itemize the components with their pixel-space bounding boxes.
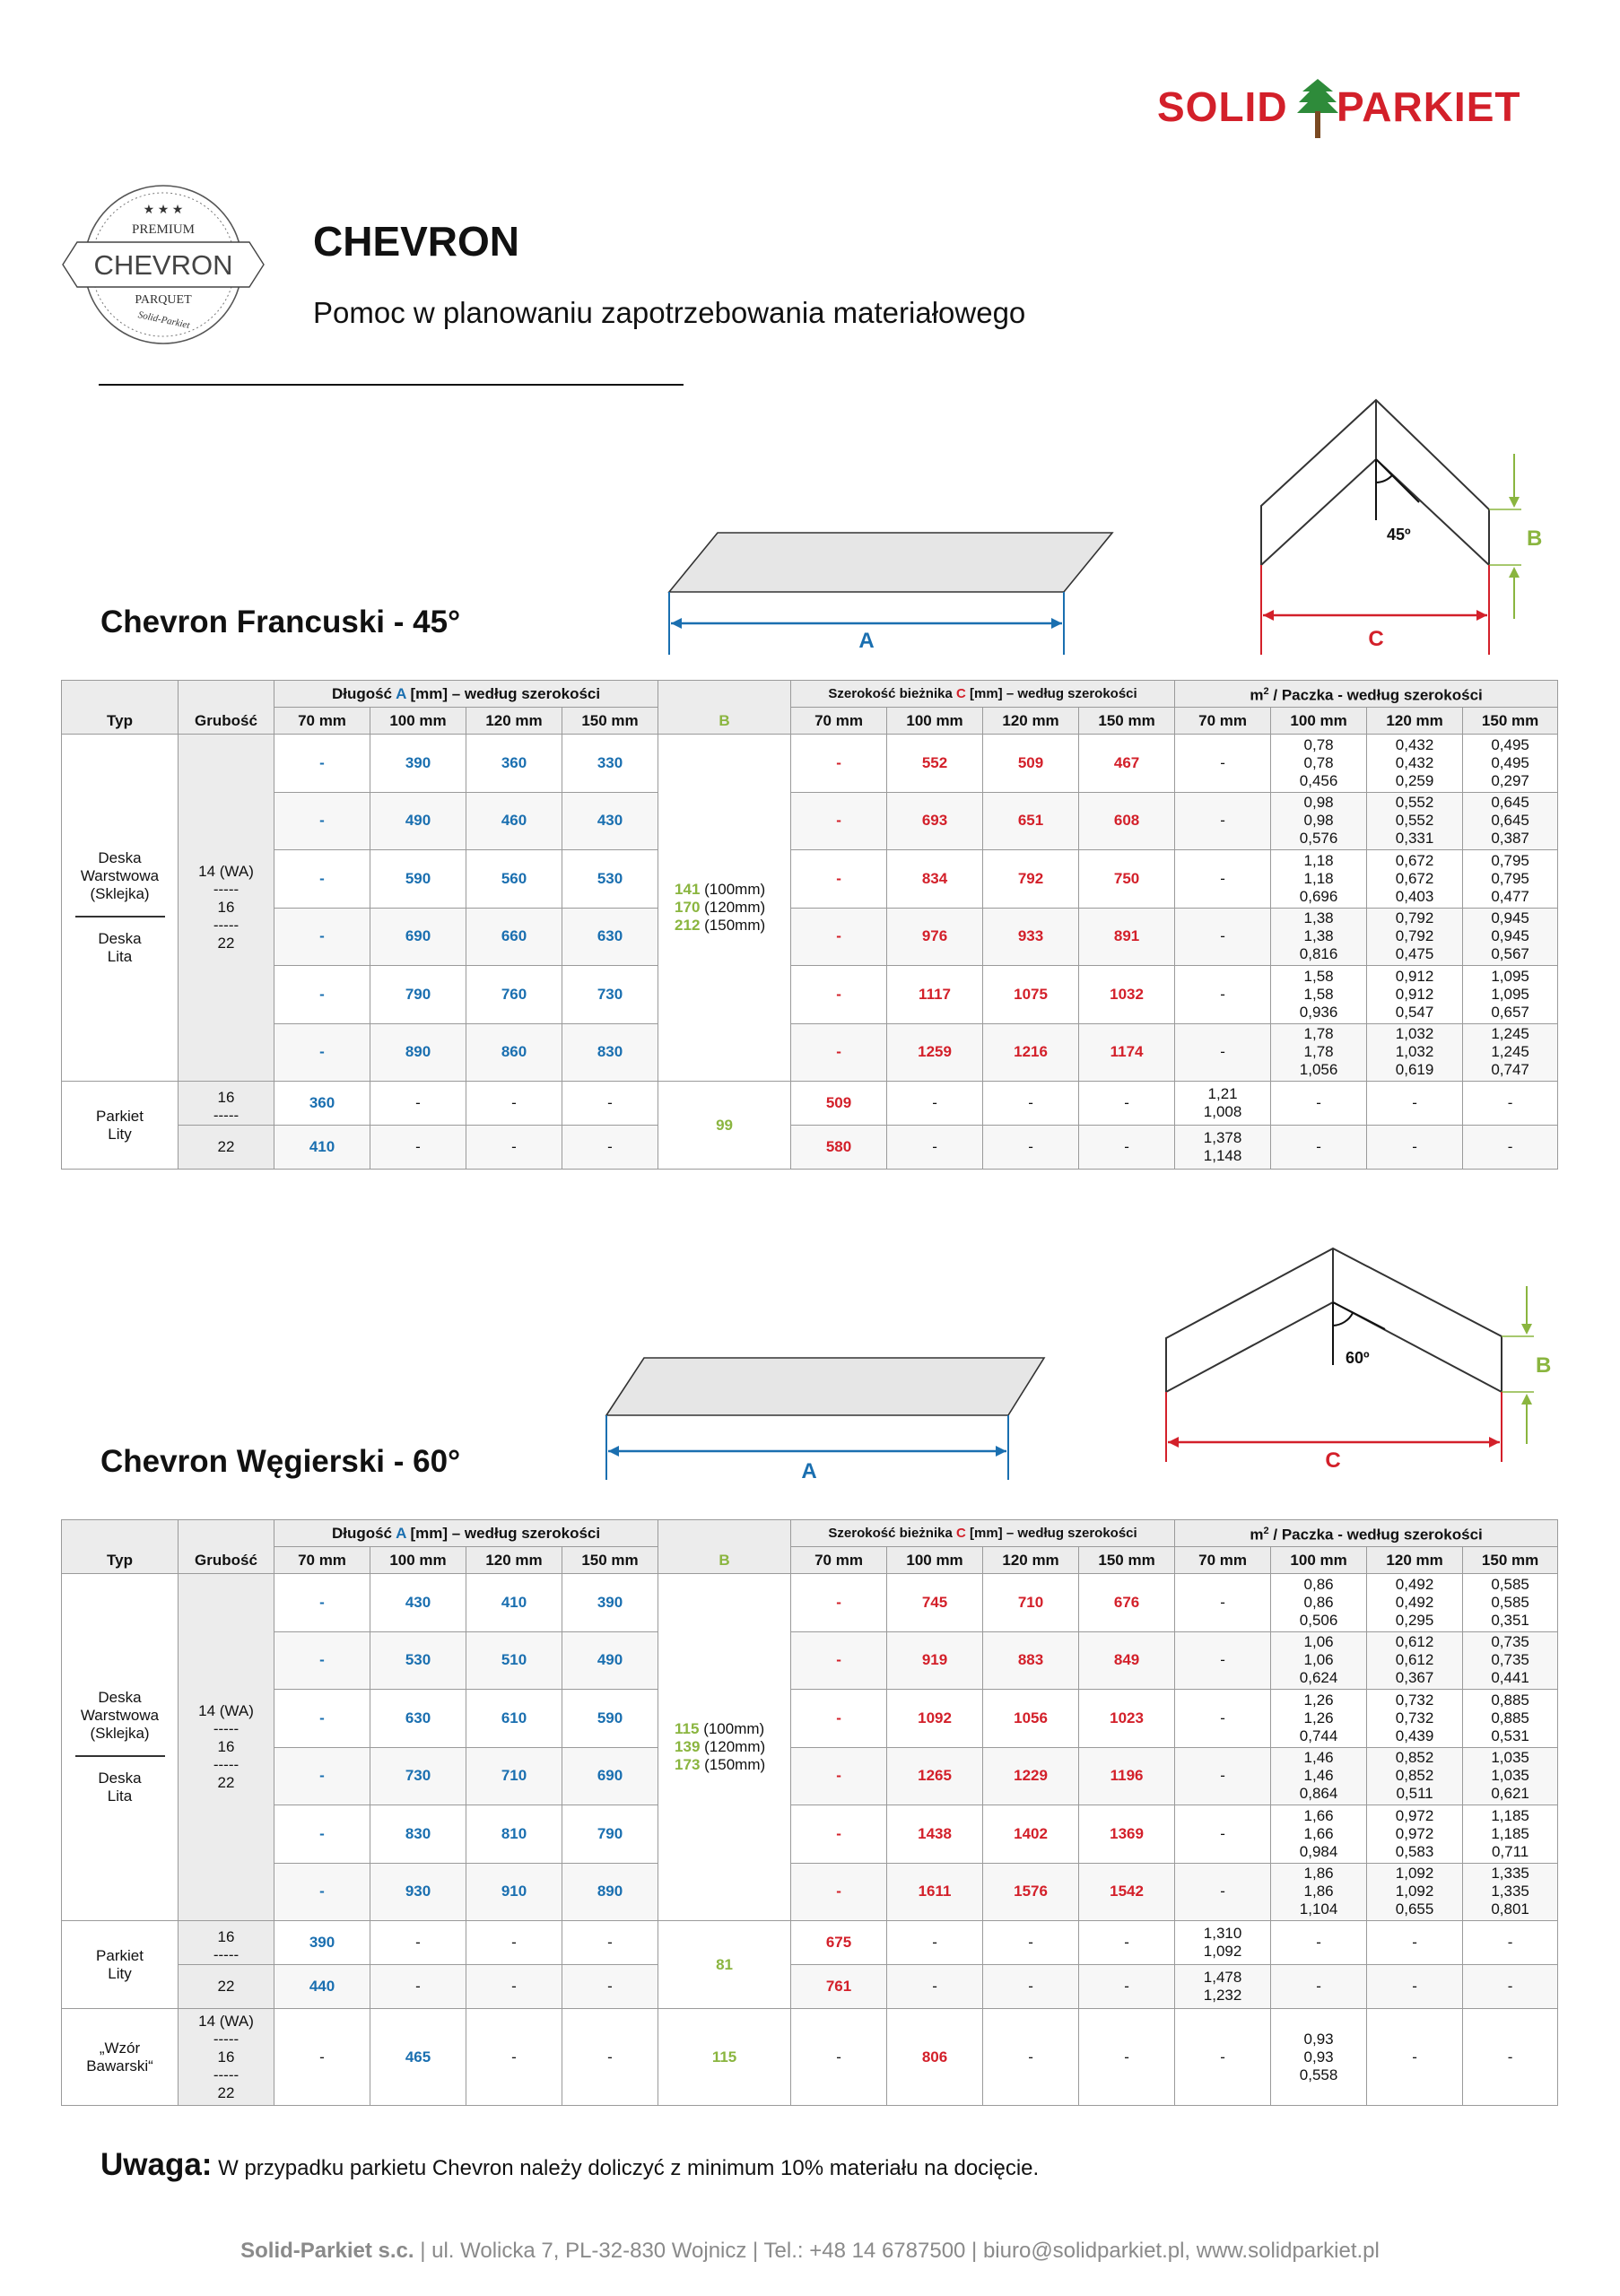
m2-cell: - bbox=[1175, 1023, 1271, 1082]
m2-cell: 0,585 0,585 0,351 bbox=[1463, 1574, 1558, 1632]
B-parkiet-cell: 99 bbox=[658, 1082, 791, 1170]
length-A-cell: - bbox=[274, 1023, 370, 1082]
width-C-cell: - bbox=[1079, 1965, 1175, 2009]
m2-cell: 1,21 1,008 bbox=[1175, 1082, 1271, 1126]
B-values-cell bbox=[658, 1574, 791, 1921]
width-C-cell: 1174 bbox=[1079, 1023, 1175, 1082]
m2-cell: 1,38 1,38 0,816 bbox=[1271, 908, 1367, 966]
section-title-francuski: Chevron Francuski - 45° bbox=[100, 604, 461, 639]
length-A-cell: - bbox=[466, 1965, 562, 2009]
length-A-cell: - bbox=[370, 1965, 466, 2009]
length-A-cell: - bbox=[274, 1574, 370, 1632]
table-row bbox=[62, 1126, 1558, 1170]
m2-cell: 1,478 1,232 bbox=[1175, 1965, 1271, 2009]
length-A-cell: 360 bbox=[466, 735, 562, 793]
m2-cell: - bbox=[1175, 792, 1271, 850]
B-bawarski-cell: 115 bbox=[658, 2009, 791, 2106]
length-A-cell: 560 bbox=[466, 850, 562, 909]
typ-divider bbox=[75, 1755, 165, 1757]
seal-parquet: PARQUET bbox=[135, 293, 192, 307]
m2-cell: 0,972 0,972 0,583 bbox=[1367, 1805, 1463, 1864]
header-m2: $m^2$ / Paczka - według szerokości bbox=[1175, 681, 1558, 708]
length-A-cell: 430 bbox=[562, 792, 658, 850]
table-row bbox=[62, 1082, 1558, 1126]
m2-cell: 1,310 1,092 bbox=[1175, 1921, 1271, 1965]
m2-cell: 1,035 1,035 0,621 bbox=[1463, 1747, 1558, 1805]
m2-cell: - bbox=[1271, 1082, 1367, 1126]
width-C-cell: 710 bbox=[983, 1574, 1079, 1632]
angle-45-label: 45º bbox=[1387, 526, 1411, 544]
length-A-cell: - bbox=[562, 1965, 658, 2009]
header-dlugosc: Długość A [mm] – według szerokości bbox=[274, 681, 658, 708]
width-C-cell: - bbox=[791, 1631, 887, 1690]
header-szerokosc: Szerokość bieżnika C [mm] – według szerokości bbox=[791, 681, 1175, 708]
m2-cell: 0,885 0,885 0,531 bbox=[1463, 1690, 1558, 1748]
label-B: B bbox=[1527, 526, 1543, 551]
page-subtitle: Pomoc w planowaniu zapotrzebowania materiałowego bbox=[313, 296, 1026, 329]
table-row bbox=[62, 1805, 1558, 1864]
length-A-cell: - bbox=[370, 1921, 466, 1965]
m2-cell: 0,945 0,945 0,567 bbox=[1463, 908, 1558, 966]
typ-parkiet-cell: Parkiet Lity bbox=[62, 1921, 179, 2009]
width-C-cell: 1369 bbox=[1079, 1805, 1175, 1864]
spec-table-francuski bbox=[61, 680, 1558, 1170]
width-C-cell: 1576 bbox=[983, 1863, 1079, 1921]
length-A-cell: 860 bbox=[466, 1023, 562, 1082]
m2-cell: 1,335 1,335 0,801 bbox=[1463, 1863, 1558, 1921]
m2-cell: 1,092 1,092 0,655 bbox=[1367, 1863, 1463, 1921]
width-C-cell: - bbox=[983, 1965, 1079, 2009]
m2-cell: - bbox=[1271, 1965, 1367, 2009]
length-A-cell: 760 bbox=[466, 966, 562, 1024]
width-C-cell: - bbox=[791, 1747, 887, 1805]
m2-cell: 0,735 0,735 0,441 bbox=[1463, 1631, 1558, 1690]
length-A-cell: 890 bbox=[370, 1023, 466, 1082]
length-A-cell: - bbox=[466, 2009, 562, 2106]
width-C-cell: - bbox=[791, 966, 887, 1024]
note bbox=[100, 2147, 1039, 2183]
width-C-cell: - bbox=[983, 2009, 1079, 2106]
width-C-cell: - bbox=[983, 1126, 1079, 1170]
width-C-cell: 761 bbox=[791, 1965, 887, 2009]
m2-cell: - bbox=[1367, 1921, 1463, 1965]
B-width: (100mm) bbox=[699, 1720, 765, 1737]
length-A-cell: - bbox=[274, 1631, 370, 1690]
label-A: A bbox=[858, 629, 875, 653]
table-row bbox=[62, 966, 1558, 1024]
length-A-cell: 390 bbox=[370, 735, 466, 793]
length-A-cell: 390 bbox=[562, 1574, 658, 1632]
m2-cell: 0,93 0,93 0,558 bbox=[1271, 2009, 1367, 2106]
B-value: 170 bbox=[675, 899, 701, 916]
length-A-cell: 410 bbox=[466, 1574, 562, 1632]
length-A-cell: 530 bbox=[370, 1631, 466, 1690]
length-A-cell: 910 bbox=[466, 1863, 562, 1921]
length-A-cell: 490 bbox=[562, 1631, 658, 1690]
m2-cell: - bbox=[1175, 908, 1271, 966]
length-A-cell: 490 bbox=[370, 792, 466, 850]
length-A-cell: 390 bbox=[274, 1921, 370, 1965]
m2-cell: - bbox=[1463, 2009, 1558, 2106]
svg-text:★ ★ ★: ★ ★ ★ bbox=[143, 204, 184, 217]
m2-cell: - bbox=[1175, 1747, 1271, 1805]
length-A-cell: - bbox=[370, 1126, 466, 1170]
m2-cell: 1,86 1,86 1,104 bbox=[1271, 1863, 1367, 1921]
svg-text:A: A bbox=[801, 1459, 817, 1483]
m2-cell: 0,852 0,852 0,511 bbox=[1367, 1747, 1463, 1805]
length-A-cell: 730 bbox=[370, 1747, 466, 1805]
brand-name-right: PARKIET bbox=[1337, 83, 1521, 130]
B-value: 173 bbox=[675, 1756, 701, 1773]
width-C-cell: - bbox=[887, 1126, 983, 1170]
length-A-cell: - bbox=[466, 1126, 562, 1170]
m2-cell: - bbox=[1175, 1863, 1271, 1921]
length-A-cell: 890 bbox=[562, 1863, 658, 1921]
angle-60-label: 60º bbox=[1346, 1349, 1370, 1367]
width-C-cell: - bbox=[1079, 2009, 1175, 2106]
width-C-cell: 1023 bbox=[1079, 1690, 1175, 1748]
length-A-cell: - bbox=[274, 966, 370, 1024]
note-label: Uwaga: bbox=[100, 2147, 213, 2182]
typ-divider bbox=[75, 916, 165, 918]
width-C-cell: - bbox=[791, 1690, 887, 1748]
width-C-cell: 1259 bbox=[887, 1023, 983, 1082]
length-A-cell: 790 bbox=[562, 1805, 658, 1864]
m2-cell: - bbox=[1175, 850, 1271, 909]
width-C-cell: 675 bbox=[791, 1921, 887, 1965]
length-A-cell: - bbox=[274, 1690, 370, 1748]
width-C-cell: 676 bbox=[1079, 1574, 1175, 1632]
length-A-cell: 690 bbox=[370, 908, 466, 966]
note-text: W przypadku parkietu Chevron należy doliczyć z minimum 10% materiału na docięcie. bbox=[218, 2156, 1040, 2180]
grubosc-cell: 22 bbox=[179, 1965, 274, 2009]
width-C-cell: 1117 bbox=[887, 966, 983, 1024]
length-A-cell: - bbox=[562, 1082, 658, 1126]
length-A-cell: 530 bbox=[562, 850, 658, 909]
m2-cell: - bbox=[1175, 1805, 1271, 1864]
seal-premium: PREMIUM bbox=[131, 222, 196, 237]
m2-cell: 1,245 1,245 0,747 bbox=[1463, 1023, 1558, 1082]
length-A-cell: 710 bbox=[466, 1747, 562, 1805]
width-C-cell: 792 bbox=[983, 850, 1079, 909]
chevron-diagram-60 bbox=[1163, 1243, 1557, 1473]
width-C-cell: 693 bbox=[887, 792, 983, 850]
typ-parkiet-cell: Parkiet Lity bbox=[62, 1082, 179, 1170]
width-C-cell: 919 bbox=[887, 1631, 983, 1690]
width-C-cell: - bbox=[791, 850, 887, 909]
grubosc-cell: 14 (WA) ----- 16 ----- 22 bbox=[179, 2009, 274, 2106]
length-A-cell: 590 bbox=[370, 850, 466, 909]
seal-name: CHEVRON bbox=[93, 249, 233, 281]
m2-cell: 1,26 1,26 0,744 bbox=[1271, 1690, 1367, 1748]
label-C: C bbox=[1368, 627, 1384, 651]
length-A-cell: 810 bbox=[466, 1805, 562, 1864]
B-width: (150mm) bbox=[700, 1756, 766, 1773]
length-A-cell: 440 bbox=[274, 1965, 370, 2009]
width-C-cell: 1216 bbox=[983, 1023, 1079, 1082]
length-A-cell: - bbox=[274, 2009, 370, 2106]
B-width: (150mm) bbox=[700, 917, 766, 934]
B-value: 141 bbox=[675, 881, 701, 898]
svg-text:B: B bbox=[1536, 1353, 1552, 1378]
section-title-wegierski: Chevron Węgierski - 60° bbox=[100, 1444, 461, 1479]
brand-logo bbox=[1157, 75, 1570, 138]
B-value: 115 bbox=[675, 1720, 700, 1737]
length-A-cell: 510 bbox=[466, 1631, 562, 1690]
width-C-cell: - bbox=[983, 1921, 1079, 1965]
title-divider bbox=[99, 384, 684, 386]
table-row bbox=[62, 1023, 1558, 1082]
length-A-cell: 590 bbox=[562, 1690, 658, 1748]
length-A-cell: 360 bbox=[274, 1082, 370, 1126]
width-C-cell: 883 bbox=[983, 1631, 1079, 1690]
m2-cell: 1,18 1,18 0,696 bbox=[1271, 850, 1367, 909]
m2-cell: 1,378 1,148 bbox=[1175, 1126, 1271, 1170]
header-typ: Typ bbox=[62, 681, 179, 735]
length-A-cell: 830 bbox=[370, 1805, 466, 1864]
table-row bbox=[62, 735, 1558, 793]
B-width: (120mm) bbox=[700, 1738, 766, 1755]
table-row bbox=[62, 1747, 1558, 1805]
length-A-cell: 630 bbox=[562, 908, 658, 966]
width-C-cell: - bbox=[791, 1023, 887, 1082]
m2-cell: 0,795 0,795 0,477 bbox=[1463, 850, 1558, 909]
width-C-cell: - bbox=[1079, 1126, 1175, 1170]
footer bbox=[0, 2239, 1620, 2264]
width-C-cell: - bbox=[791, 908, 887, 966]
header-grubosc: Grubość bbox=[179, 681, 274, 735]
width-C-cell: 933 bbox=[983, 908, 1079, 966]
length-A-cell: 410 bbox=[274, 1126, 370, 1170]
typ-lita: Deska Lita bbox=[98, 930, 142, 965]
length-A-cell: 465 bbox=[370, 2009, 466, 2106]
width-C-cell: - bbox=[791, 1805, 887, 1864]
length-A-cell: 330 bbox=[562, 735, 658, 793]
m2-cell: 1,66 1,66 0,984 bbox=[1271, 1805, 1367, 1864]
plank-diagram-45 bbox=[664, 529, 1130, 664]
length-A-cell: - bbox=[274, 908, 370, 966]
length-A-cell: 730 bbox=[562, 966, 658, 1024]
m2-cell: - bbox=[1175, 966, 1271, 1024]
m2-cell: 0,912 0,912 0,547 bbox=[1367, 966, 1463, 1024]
grubosc-cell: 16 ----- bbox=[179, 1921, 274, 1965]
B-value: 139 bbox=[675, 1738, 701, 1755]
footer-company: Solid-Parkiet s.c. bbox=[240, 2239, 414, 2263]
typ-lita: Deska Lita bbox=[98, 1770, 142, 1805]
m2-cell: 0,495 0,495 0,297 bbox=[1463, 735, 1558, 793]
m2-cell: 0,432 0,432 0,259 bbox=[1367, 735, 1463, 793]
length-A-cell: 660 bbox=[466, 908, 562, 966]
m2-cell: 0,792 0,792 0,475 bbox=[1367, 908, 1463, 966]
table-row bbox=[62, 1863, 1558, 1921]
m2-cell: 0,612 0,612 0,367 bbox=[1367, 1631, 1463, 1690]
m2-cell: - bbox=[1367, 1126, 1463, 1170]
m2-cell: 1,46 1,46 0,864 bbox=[1271, 1747, 1367, 1805]
table-row bbox=[62, 1921, 1558, 1965]
length-A-cell: 930 bbox=[370, 1863, 466, 1921]
m2-cell: - bbox=[1175, 1574, 1271, 1632]
B-width: (120mm) bbox=[700, 899, 766, 916]
m2-cell: 1,78 1,78 1,056 bbox=[1271, 1023, 1367, 1082]
width-C-cell: - bbox=[791, 1574, 887, 1632]
typ-bawarski-cell: „Wzór Bawarski“ bbox=[62, 2009, 179, 2106]
length-A-cell: - bbox=[562, 1921, 658, 1965]
m2-cell: - bbox=[1463, 1965, 1558, 2009]
length-A-cell: 460 bbox=[466, 792, 562, 850]
m2-cell: 0,492 0,492 0,295 bbox=[1367, 1574, 1463, 1632]
m2-cell: 1,032 1,032 0,619 bbox=[1367, 1023, 1463, 1082]
m2-cell: - bbox=[1367, 1965, 1463, 2009]
width-C-cell: - bbox=[1079, 1921, 1175, 1965]
m2-cell: 0,98 0,98 0,576 bbox=[1271, 792, 1367, 850]
m2-cell: - bbox=[1175, 1690, 1271, 1748]
width-C-cell: 1265 bbox=[887, 1747, 983, 1805]
m2-cell: - bbox=[1367, 1082, 1463, 1126]
svg-text:C: C bbox=[1325, 1448, 1341, 1473]
m2-cell: - bbox=[1175, 1631, 1271, 1690]
premium-chevron-seal bbox=[59, 179, 267, 350]
width-C-cell: 552 bbox=[887, 735, 983, 793]
m2-cell: - bbox=[1463, 1082, 1558, 1126]
width-C-cell: - bbox=[791, 1863, 887, 1921]
m2-cell: - bbox=[1175, 735, 1271, 793]
length-A-cell: - bbox=[274, 1805, 370, 1864]
length-A-cell: 630 bbox=[370, 1690, 466, 1748]
width-C-cell: - bbox=[791, 792, 887, 850]
width-C-cell: 891 bbox=[1079, 908, 1175, 966]
width-C-cell: 580 bbox=[791, 1126, 887, 1170]
m2-cell: 0,78 0,78 0,456 bbox=[1271, 735, 1367, 793]
width-C-cell: 745 bbox=[887, 1574, 983, 1632]
length-A-cell: 610 bbox=[466, 1690, 562, 1748]
width-C-cell: 750 bbox=[1079, 850, 1175, 909]
table-row bbox=[62, 1690, 1558, 1748]
table-row bbox=[62, 1631, 1558, 1690]
width-C-cell: - bbox=[1079, 1082, 1175, 1126]
table-row bbox=[62, 908, 1558, 966]
header-widths-row: 70 mm 100 mm 120 mm 150 mm 70 mm 100 mm 120 mm 150 mm 70 mm 100 mm 120 mm 150 mm bbox=[62, 708, 1558, 735]
table-row bbox=[62, 2009, 1558, 2106]
width-C-cell: 1438 bbox=[887, 1805, 983, 1864]
width-C-cell: - bbox=[887, 1082, 983, 1126]
typ-warstwowa: Deska Warstwowa (Sklejka) bbox=[80, 1689, 160, 1742]
B-values-cell bbox=[658, 735, 791, 1082]
width-C-cell: 1402 bbox=[983, 1805, 1079, 1864]
width-C-cell: 608 bbox=[1079, 792, 1175, 850]
tree-icon bbox=[1293, 75, 1342, 140]
width-C-cell: - bbox=[791, 735, 887, 793]
B-parkiet-cell: 81 bbox=[658, 1921, 791, 2009]
footer-contact: | ul. Wolicka 7, PL-32-830 Wojnicz | Tel.: +48 14 6787500 | biuro@solidparkiet.pl, www.solidparkiet.pl bbox=[414, 2239, 1380, 2263]
m2-cell: 0,732 0,732 0,439 bbox=[1367, 1690, 1463, 1748]
width-C-cell: 1542 bbox=[1079, 1863, 1175, 1921]
m2-cell: 1,185 1,185 0,711 bbox=[1463, 1805, 1558, 1864]
width-C-cell: 651 bbox=[983, 792, 1079, 850]
width-C-cell: 1032 bbox=[1079, 966, 1175, 1024]
width-C-cell: 467 bbox=[1079, 735, 1175, 793]
length-A-cell: - bbox=[274, 792, 370, 850]
grubosc-cell: 14 (WA) ----- 16 ----- 22 bbox=[179, 1574, 274, 1921]
grubosc-cell: 22 bbox=[179, 1126, 274, 1170]
table-row bbox=[62, 1965, 1558, 2009]
plank-diagram-60 bbox=[599, 1352, 1066, 1487]
m2-cell: 1,58 1,58 0,936 bbox=[1271, 966, 1367, 1024]
length-A-cell: - bbox=[466, 1082, 562, 1126]
width-C-cell: 834 bbox=[887, 850, 983, 909]
spec-table-wegierski: Typ Grubość Długość A [mm] – według szerokości B Szerokość bieżnika C [mm] – według szerokości $m^2$ / Paczka - według szerokości 70 mm 100 mm 120 mm 150 mm 70 mm 100 mm 120 mm 150 mm 70 mm 100 mm 120 mm 150 mm Deska Warstwowa (Sklejka) Deska Lita 14 (WA) ----- 16 ----- 22 - 430 410 390 115 (100mm) 139 (120mm) 173 (150mm) - 745 710 676 - 0,86 0,86 0,506 0,492 0,492 0,295 0,585 0,585 0,351 - 530 510 490 - 919 883 849 - 1,06 1,06 0,624 0,612 0,612 0,367 0,735 0,735 0,441 - 630 610 590 - 1092 1056 1023 - 1,26 1,26 0,744 0,732 0,732 0,439 0,885 0,885 0,531 - 730 710 690 - 1265 1229 1196 - 1,46 1,46 0,864 0,852 0,852 0,511 1,035 1,035 0,621 - 830 810 790 - 1438 1402 1369 - 1,66 1,66 0,984 0,972 0,972 0,583 1,185 1,185 0,711 - 930 910 890 - 1611 1576 1542 - 1,86 1,86 1,104 1,092 1,092 0,655 1,335 1,335 0,801 Parkiet Lity 16 ----- 390 - - - 81 675 - - - 1,310 1,092 - - - 22 440 - - - 761 - - - 1,478 1,232 - - - „Wzór Bawarski“ 14 (WA) ----- 16 ----- 22 - 465 - - 115 - 806 - - - 0,93 0,93 0,558 - - bbox=[61, 1519, 1558, 2106]
m2-cell: - bbox=[1367, 2009, 1463, 2106]
length-A-cell: - bbox=[274, 1747, 370, 1805]
brand-name-left: SOLID bbox=[1157, 83, 1288, 130]
width-C-cell: 849 bbox=[1079, 1631, 1175, 1690]
m2-cell: - bbox=[1463, 1921, 1558, 1965]
length-A-cell: 690 bbox=[562, 1747, 658, 1805]
width-C-cell: 1196 bbox=[1079, 1747, 1175, 1805]
width-C-cell: - bbox=[983, 1082, 1079, 1126]
length-A-cell: - bbox=[562, 2009, 658, 2106]
length-A-cell: - bbox=[274, 1863, 370, 1921]
length-A-cell: - bbox=[274, 850, 370, 909]
typ-deska-cell bbox=[62, 1574, 179, 1921]
width-C-cell: 1075 bbox=[983, 966, 1079, 1024]
typ-deska-cell bbox=[62, 735, 179, 1082]
seal-maker: Solid-Parkiet bbox=[136, 309, 191, 332]
width-C-cell: - bbox=[887, 1921, 983, 1965]
length-A-cell: 790 bbox=[370, 966, 466, 1024]
m2-cell: - bbox=[1175, 2009, 1271, 2106]
length-A-cell: - bbox=[562, 1126, 658, 1170]
width-C-cell: 1092 bbox=[887, 1690, 983, 1748]
page-title: CHEVRON bbox=[313, 218, 520, 265]
m2-cell: 0,672 0,672 0,403 bbox=[1367, 850, 1463, 909]
length-A-cell: - bbox=[274, 735, 370, 793]
width-C-cell: 1056 bbox=[983, 1690, 1079, 1748]
table-row bbox=[62, 1574, 1558, 1632]
width-C-cell: 509 bbox=[983, 735, 1079, 793]
width-C-cell: 976 bbox=[887, 908, 983, 966]
width-C-cell: 806 bbox=[887, 2009, 983, 2106]
chevron-diagram-45 bbox=[1252, 395, 1557, 664]
length-A-cell: - bbox=[466, 1921, 562, 1965]
width-C-cell: 1611 bbox=[887, 1863, 983, 1921]
length-A-cell: - bbox=[370, 1082, 466, 1126]
m2-cell: 0,645 0,645 0,387 bbox=[1463, 792, 1558, 850]
m2-cell: 0,86 0,86 0,506 bbox=[1271, 1574, 1367, 1632]
typ-warstwowa: Deska Warstwowa (Sklejka) bbox=[80, 849, 160, 902]
B-value: 212 bbox=[675, 917, 701, 934]
header-B: B bbox=[719, 712, 730, 729]
grubosc-cell: 16 ----- bbox=[179, 1082, 274, 1126]
table-row bbox=[62, 850, 1558, 909]
m2-cell: 1,06 1,06 0,624 bbox=[1271, 1631, 1367, 1690]
m2-cell: 1,095 1,095 0,657 bbox=[1463, 966, 1558, 1024]
m2-cell: 0,552 0,552 0,331 bbox=[1367, 792, 1463, 850]
length-A-cell: 430 bbox=[370, 1574, 466, 1632]
length-A-cell: 830 bbox=[562, 1023, 658, 1082]
width-C-cell: 1229 bbox=[983, 1747, 1079, 1805]
width-C-cell: 509 bbox=[791, 1082, 887, 1126]
grubosc-cell: 14 (WA) ----- 16 ----- 22 bbox=[179, 735, 274, 1082]
width-C-cell: - bbox=[887, 1965, 983, 2009]
width-C-cell: - bbox=[791, 2009, 887, 2106]
B-width: (100mm) bbox=[700, 881, 766, 898]
m2-cell: - bbox=[1463, 1126, 1558, 1170]
m2-cell: - bbox=[1271, 1126, 1367, 1170]
m2-cell: - bbox=[1271, 1921, 1367, 1965]
table-row bbox=[62, 792, 1558, 850]
